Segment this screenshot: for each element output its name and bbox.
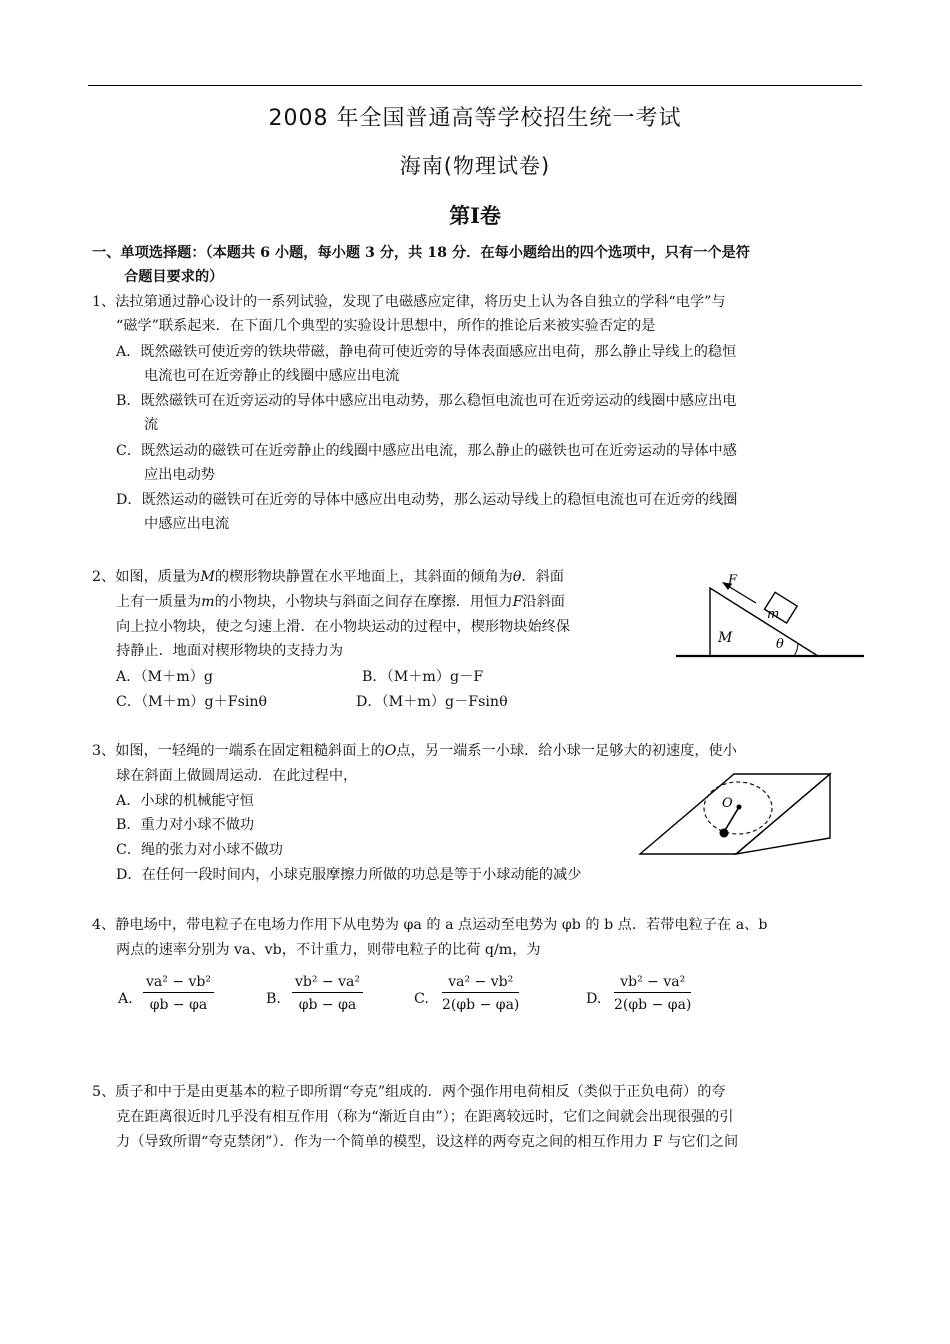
q4-option-d-label: D. xyxy=(586,991,602,1007)
q5-stem-line2: 克在距离很近时几乎没有相互作用（称为“渐近自由”）；在距离较远时，它们之间就会出现很强的引 xyxy=(116,1109,734,1125)
q3-stem-line1: 3、如图，一轻绳的一端系在固定粗糙斜面上的O点，另一端系一小球．给小球一足够大的初速度，使小 xyxy=(92,743,737,759)
q4-option-d-fraction xyxy=(614,974,691,1013)
q4-option-a-label: A. xyxy=(118,991,133,1007)
q5-stem-line3: 力（导致所谓“夸克禁闭”）．作为一个简单的模型，设这样的两夸克之间的相互作用力 F 与它们之间 xyxy=(116,1134,739,1150)
label-m: m xyxy=(767,607,780,622)
ball xyxy=(720,829,729,838)
q2-stem-line2: 上有一质量为m的小物块，小物块与斜面之间存在摩擦．用恒力F沿斜面 xyxy=(116,594,565,610)
q3-stem-line2: 球在斜面上做圆周运动．在此过程中， xyxy=(116,768,358,784)
incline-figure xyxy=(636,764,864,860)
q1-option-a-line1: A．既然磁铁可使近旁的铁块带磁，静电荷可使近旁的导体表面感应出电荷，那么静止导线上的稳恒 xyxy=(116,344,737,360)
label-O: O xyxy=(722,796,733,811)
q1-option-c-line2: 应出电动势 xyxy=(144,467,215,483)
q4-a-numerator: va² − vb² xyxy=(143,974,214,993)
label-theta: θ xyxy=(776,637,784,652)
q1-option-b-line2: 流 xyxy=(144,417,159,433)
q1-option-c-line1: C．既然运动的磁铁可在近旁静止的线圈中感应出电流，那么静止的磁铁也可在近旁运动的导体中感 xyxy=(116,443,737,459)
q1-stem-line1: 1、法拉第通过静心设计的一系列试验，发现了电磁感应定律，将历史上认为各自独立的学科“电学”与 xyxy=(92,294,726,310)
q3-option-b: B．重力对小球不做功 xyxy=(116,817,255,833)
q2-option-a: A．（M＋m）g xyxy=(116,669,213,685)
q4-c-denominator: 2(φb − φa) xyxy=(442,997,520,1013)
q1-option-d-line1: D．既然运动的磁铁可在近旁的导体中感应出电动势，那么运动导线上的稳恒电流也可在近旁的线圈 xyxy=(116,492,738,508)
q4-a-denominator: φb − φa xyxy=(149,997,208,1013)
angle-arc xyxy=(794,643,798,656)
part-heading: 第Ⅰ卷 xyxy=(449,203,501,228)
q4-d-numerator: vb² − va² xyxy=(614,974,691,993)
q3-option-c: C．绳的张力对小球不做功 xyxy=(116,842,283,858)
q4-c-numerator: va² − vb² xyxy=(442,974,519,993)
q2-stem-line4: 持静止．地面对楔形物块的支持力为 xyxy=(116,643,344,659)
q4-stem-line1: 4、静电场中，带电粒子在电场力作用下从电势为 φa 的 a 点运动至电势为 φb 的 b 点．若带电粒子在 a、b xyxy=(92,917,768,933)
q1-option-b-line1: B．既然磁铁可在近旁运动的导体中感应出电动势，那么稳恒电流也可在近旁运动的线圈中感应出电 xyxy=(116,393,737,409)
wedge-figure xyxy=(670,570,870,665)
section-heading-line2: 合题目要求的） xyxy=(124,269,224,285)
q4-stem-line2: 两点的速率分别为 va、vb，不计重力，则带电粒子的比荷 q/m，为 xyxy=(116,942,541,958)
q4-option-c-fraction xyxy=(442,974,519,1013)
q4-option-a-fraction xyxy=(143,974,214,1013)
q2-option-d: D．（M＋m）g－Fsinθ xyxy=(356,694,508,710)
q2-stem-line1: 2、如图，质量为M的楔形物块静置在水平地面上，其斜面的倾角为θ．斜面 xyxy=(92,569,564,585)
label-F: F xyxy=(728,573,738,588)
q1-option-d-line2: 中感应出电流 xyxy=(144,516,230,532)
q4-option-b-label: B. xyxy=(266,991,281,1007)
incline-side-face xyxy=(736,774,830,854)
force-arrow xyxy=(728,586,756,603)
exam-title: 2008 年全国普通高等学校招生统一考试 xyxy=(268,106,682,131)
q4-b-denominator: φb − φa xyxy=(298,997,357,1013)
q1-option-a-line2: 电流也可在近旁静止的线圈中感应出电流 xyxy=(144,368,400,384)
q4-option-b-fraction xyxy=(292,974,363,1013)
top-rule xyxy=(88,85,862,86)
q3-option-d: D．在任何一段时间内，小球克服摩擦力所做的功总是等于小球动能的减少 xyxy=(116,867,582,883)
q2-option-c: C．（M＋m）g＋Fsinθ xyxy=(116,694,268,710)
pivot-point-O xyxy=(737,805,742,810)
q1-stem-line2: “磁学”联系起来．在下面几个典型的实验设计思想中，所作的推论后来被实验否定的是 xyxy=(116,318,656,334)
section-heading-line1: 一、单项选择题：（本题共 6 小题，每小题 3 分，共 18 分．在每小题给出的四个选项中，只有一个是符 xyxy=(92,245,750,261)
exam-subtitle: 海南(物理试卷) xyxy=(399,154,551,178)
q3-option-a: A．小球的机械能守恒 xyxy=(116,793,254,809)
label-M: M xyxy=(718,630,733,646)
q2-option-b: B．（M＋m）g－F xyxy=(362,669,484,685)
q4-d-denominator: 2(φb − φa) xyxy=(614,997,692,1013)
q4-b-numerator: vb² − va² xyxy=(292,974,363,993)
q2-stem-line3: 向上拉小物块，使之匀速上滑．在小物块运动的过程中，楔形物块始终保 xyxy=(116,619,571,635)
q4-option-c-label: C. xyxy=(414,991,429,1007)
q5-stem-line1: 5、质子和中于是由更基本的粒子即所谓“夸克”组成的．两个强作用电荷相反（类似于正负电荷）的夸 xyxy=(92,1084,726,1100)
